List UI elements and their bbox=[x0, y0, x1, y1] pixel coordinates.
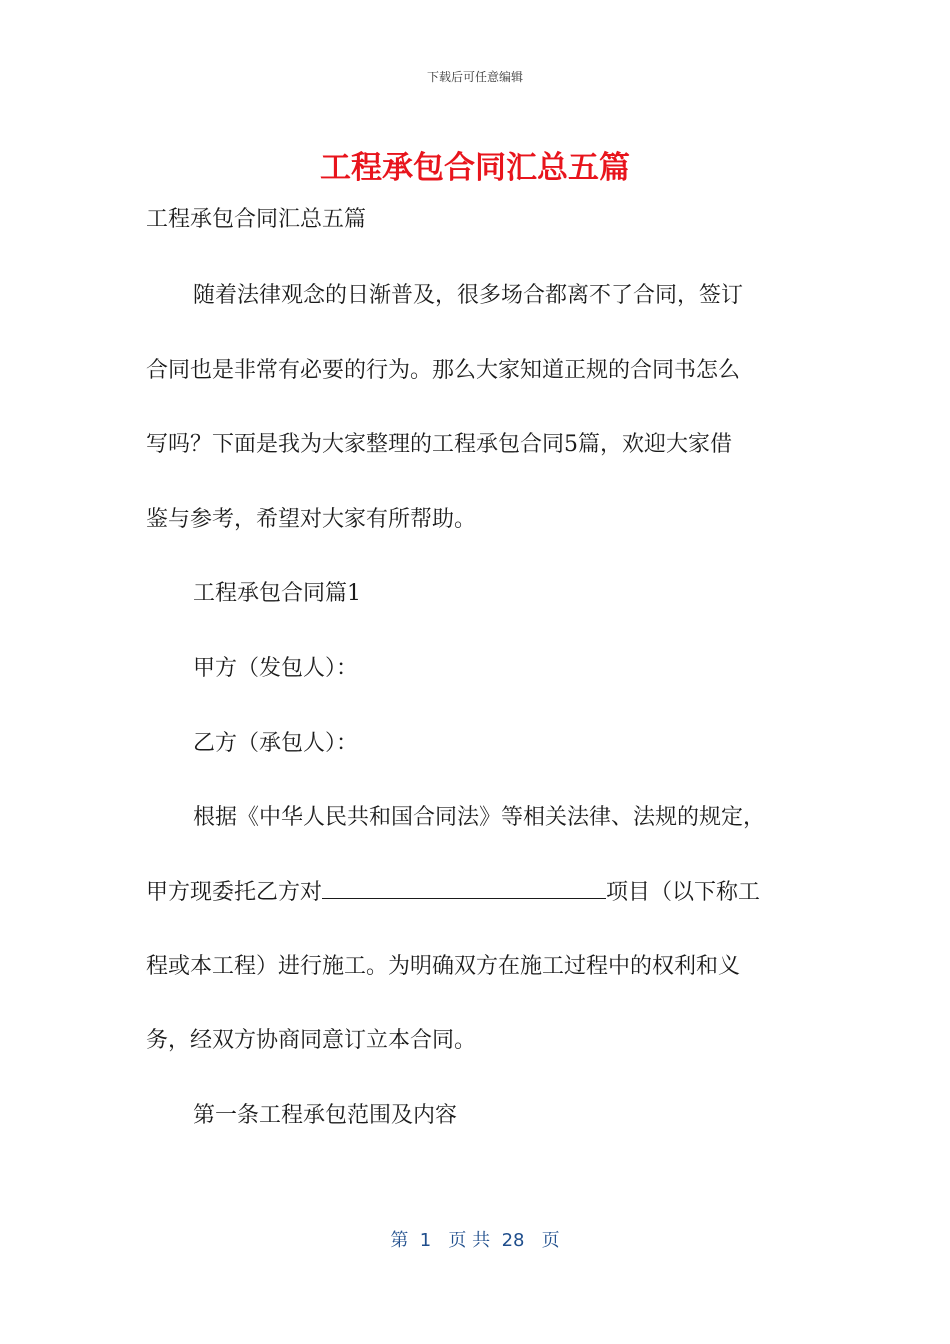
document-title: 工程承包合同汇总五篇 bbox=[320, 150, 630, 186]
paragraph-text: 甲方现委托乙方对 bbox=[146, 880, 323, 905]
paragraph-line: 鉴与参考，希望对大家有所帮助。 bbox=[146, 507, 477, 532]
paragraph-line: 合同也是非常有必要的行为。那么大家知道正规的合同书怎么 bbox=[146, 358, 741, 383]
paragraph-line: 程或本工程）进行施工。为明确双方在施工过程中的权利和义 bbox=[146, 954, 741, 979]
header-note: 下载后可任意编辑 bbox=[426, 70, 523, 84]
section-heading: 工程承包合同篇1 bbox=[193, 581, 361, 606]
article-heading: 第一条工程承包范围及内容 bbox=[193, 1103, 458, 1128]
paragraph-line: 写吗？下面是我为大家整理的工程承包合同5篇，欢迎大家借 bbox=[146, 432, 732, 457]
party-a-label: 甲方（发包人）： bbox=[193, 656, 359, 681]
party-b-label: 乙方（承包人）： bbox=[193, 731, 359, 756]
paragraph-line: 务，经双方协商同意订立本合同。 bbox=[146, 1028, 477, 1053]
paragraph-line-with-blank bbox=[146, 878, 760, 907]
paragraph-text: 项目（以下称工 bbox=[606, 880, 761, 905]
fill-in-blank[interactable] bbox=[322, 878, 606, 899]
paragraph-line: 根据《中华人民共和国合同法》等相关法律、法规的规定， bbox=[193, 805, 766, 830]
document-subtitle: 工程承包合同汇总五篇 bbox=[146, 207, 367, 232]
page-footer: 第 1 页 共 28 页 bbox=[390, 1230, 560, 1251]
paragraph-line: 随着法律观念的日渐普及，很多场合都离不了合同，签订 bbox=[193, 283, 744, 308]
